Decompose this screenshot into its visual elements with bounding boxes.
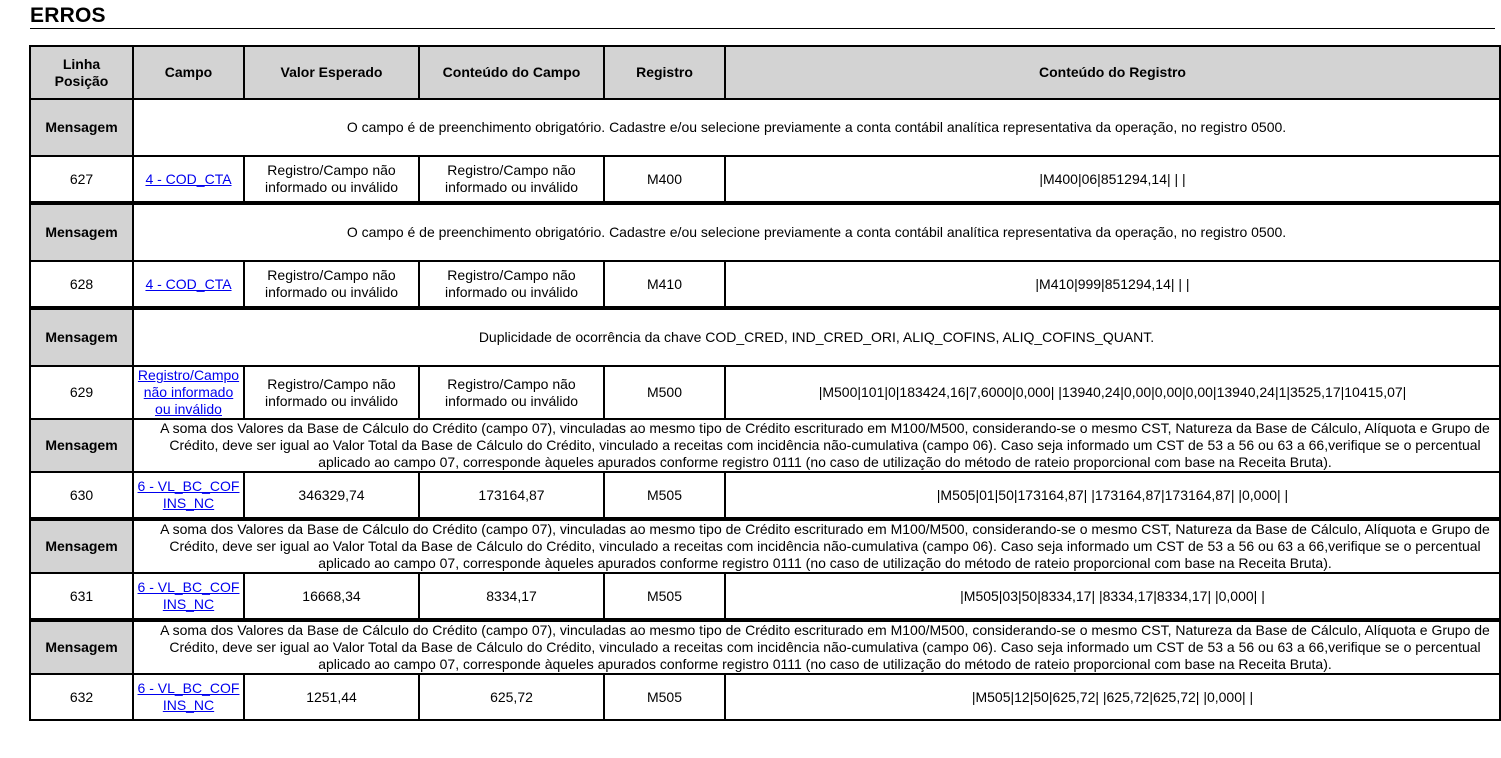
field-cell [133, 674, 244, 720]
field-content-cell: Registro/Campo não informado ou inválido [419, 261, 604, 308]
register-cell: M505 [604, 573, 725, 620]
message-row [30, 419, 1500, 472]
field-link[interactable]: 4 - COD_CTA [145, 275, 232, 292]
field-cell [133, 156, 244, 203]
field-link[interactable]: Registro/Campo não informado ou inválido [137, 367, 240, 417]
register-content-cell: |M505|12|50|625,72| |625,72|625,72| |0,000| | [725, 674, 1500, 720]
header-line-position: Linha Posição [30, 46, 133, 99]
expected-value-cell: Registro/Campo não informado ou inválido [244, 366, 419, 419]
header-row [30, 46, 1500, 99]
line-position-cell: 630 [30, 472, 133, 519]
field-cell [133, 472, 244, 519]
title-divider [30, 28, 1495, 29]
register-content-cell: |M505|01|50|173164,87| |173164,87|173164,87| |0,000| | [725, 472, 1500, 519]
table-row [30, 472, 1500, 519]
header-field: Campo [133, 46, 244, 99]
message-text: O campo é de preenchimento obrigatório. Cadastre e/ou selecione previamente a conta contábil analítica representativa da operação, no registro 0500. [133, 203, 1500, 261]
message-label: Mensagem [30, 620, 133, 674]
header-field-content: Conteúdo do Campo [419, 46, 604, 99]
message-row [30, 203, 1500, 261]
expected-value-cell: Registro/Campo não informado ou inválido [244, 261, 419, 308]
message-text: A soma dos Valores da Base de Cálculo do Crédito (campo 07), vinculadas ao mesmo tipo de Crédito escriturado em M100/M500, considerando-se o mesmo CST, Natureza da Base de Cálculo, Alíquota e Grupo de Crédito, deve ser igual ao Valor Total da Base de Cálculo do Crédito, vinculado a receitas com incidência não-cumulativa (campo 06). Caso seja informado um CST de 53 a 56 ou 63 a 66,verifique se o percentual aplicado ao campo 07, corresponde àqueles apurados conforme registro 0111 (no caso de utilização do método de rateio proporcional com base na Receita Bruta). [133, 620, 1500, 674]
field-link[interactable]: 4 - COD_CTA [145, 170, 232, 187]
header-register-content: Conteúdo do Registro [725, 46, 1500, 99]
field-cell [133, 573, 244, 620]
register-content-cell: |M400|06|851294,14| | | [725, 156, 1500, 203]
line-position-cell: 631 [30, 573, 133, 620]
header-expected-value: Valor Esperado [244, 46, 419, 99]
field-content-cell: 173164,87 [419, 472, 604, 519]
line-position-cell: 629 [30, 366, 133, 419]
message-text: O campo é de preenchimento obrigatório. Cadastre e/ou selecione previamente a conta contábil analítica representativa da operação, no registro 0500. [133, 99, 1500, 156]
register-content-cell: |M500|101|0|183424,16|7,6000|0,000| |13940,24|0,00|0,00|0,00|13940,24|1|3525,17|10415,07| [725, 366, 1500, 419]
register-content-cell: |M410|999|851294,14| | | [725, 261, 1500, 308]
message-label: Mensagem [30, 203, 133, 261]
expected-value-cell: 1251,44 [244, 674, 419, 720]
field-cell [133, 261, 244, 308]
expected-value-cell: 346329,74 [244, 472, 419, 519]
message-text: Duplicidade de ocorrência da chave COD_CRED, IND_CRED_ORI, ALIQ_COFINS, ALIQ_COFINS_QUANT. [133, 308, 1500, 366]
field-cell [133, 366, 244, 419]
message-text: A soma dos Valores da Base de Cálculo do Crédito (campo 07), vinculadas ao mesmo tipo de Crédito escriturado em M100/M500, considerando-se o mesmo CST, Natureza da Base de Cálculo, Alíquota e Grupo de Crédito, deve ser igual ao Valor Total da Base de Cálculo do Crédito, vinculado a receitas com incidência não-cumulativa (campo 06). Caso seja informado um CST de 53 a 56 ou 63 a 66,verifique se o percentual aplicado ao campo 07, corresponde àqueles apurados conforme registro 0111 (no caso de utilização do método de rateio proporcional com base na Receita Bruta). [133, 419, 1500, 472]
register-cell: M410 [604, 261, 725, 308]
register-cell: M505 [604, 674, 725, 720]
line-position-cell: 632 [30, 674, 133, 720]
field-link[interactable]: 6 - VL_BC_COFINS_NC [137, 478, 240, 511]
message-text: A soma dos Valores da Base de Cálculo do Crédito (campo 07), vinculadas ao mesmo tipo de Crédito escriturado em M100/M500, considerando-se o mesmo CST, Natureza da Base de Cálculo, Alíquota e Grupo de Crédito, deve ser igual ao Valor Total da Base de Cálculo do Crédito, vinculado a receitas com incidência não-cumulativa (campo 06). Caso seja informado um CST de 53 a 56 ou 63 a 66,verifique se o percentual aplicado ao campo 07, corresponde àqueles apurados conforme registro 0111 (no caso de utilização do método de rateio proporcional com base na Receita Bruta). [133, 519, 1500, 573]
field-content-cell: 8334,17 [419, 573, 604, 620]
message-label: Mensagem [30, 308, 133, 366]
field-link[interactable]: 6 - VL_BC_COFINS_NC [137, 680, 240, 713]
message-row [30, 519, 1500, 573]
message-label: Mensagem [30, 99, 133, 156]
message-row [30, 99, 1500, 156]
register-cell: M500 [604, 366, 725, 419]
message-row [30, 308, 1500, 366]
register-content-cell: |M505|03|50|8334,17| |8334,17|8334,17| |0,000| | [725, 573, 1500, 620]
table-row [30, 156, 1500, 203]
field-link[interactable]: 6 - VL_BC_COFINS_NC [137, 579, 240, 612]
expected-value-cell: Registro/Campo não informado ou inválido [244, 156, 419, 203]
field-content-cell: Registro/Campo não informado ou inválido [419, 366, 604, 419]
register-cell: M505 [604, 472, 725, 519]
errors-table [29, 45, 1501, 721]
register-cell: M400 [604, 156, 725, 203]
table-row [30, 674, 1500, 720]
page-title: ERROS [30, 4, 106, 27]
table-row [30, 366, 1500, 419]
field-content-cell: Registro/Campo não informado ou inválido [419, 156, 604, 203]
message-row [30, 620, 1500, 674]
table-row [30, 573, 1500, 620]
expected-value-cell: 16668,34 [244, 573, 419, 620]
message-label: Mensagem [30, 519, 133, 573]
line-position-cell: 628 [30, 261, 133, 308]
header-register: Registro [604, 46, 725, 99]
table-row [30, 261, 1500, 308]
message-label: Mensagem [30, 419, 133, 472]
field-content-cell: 625,72 [419, 674, 604, 720]
line-position-cell: 627 [30, 156, 133, 203]
